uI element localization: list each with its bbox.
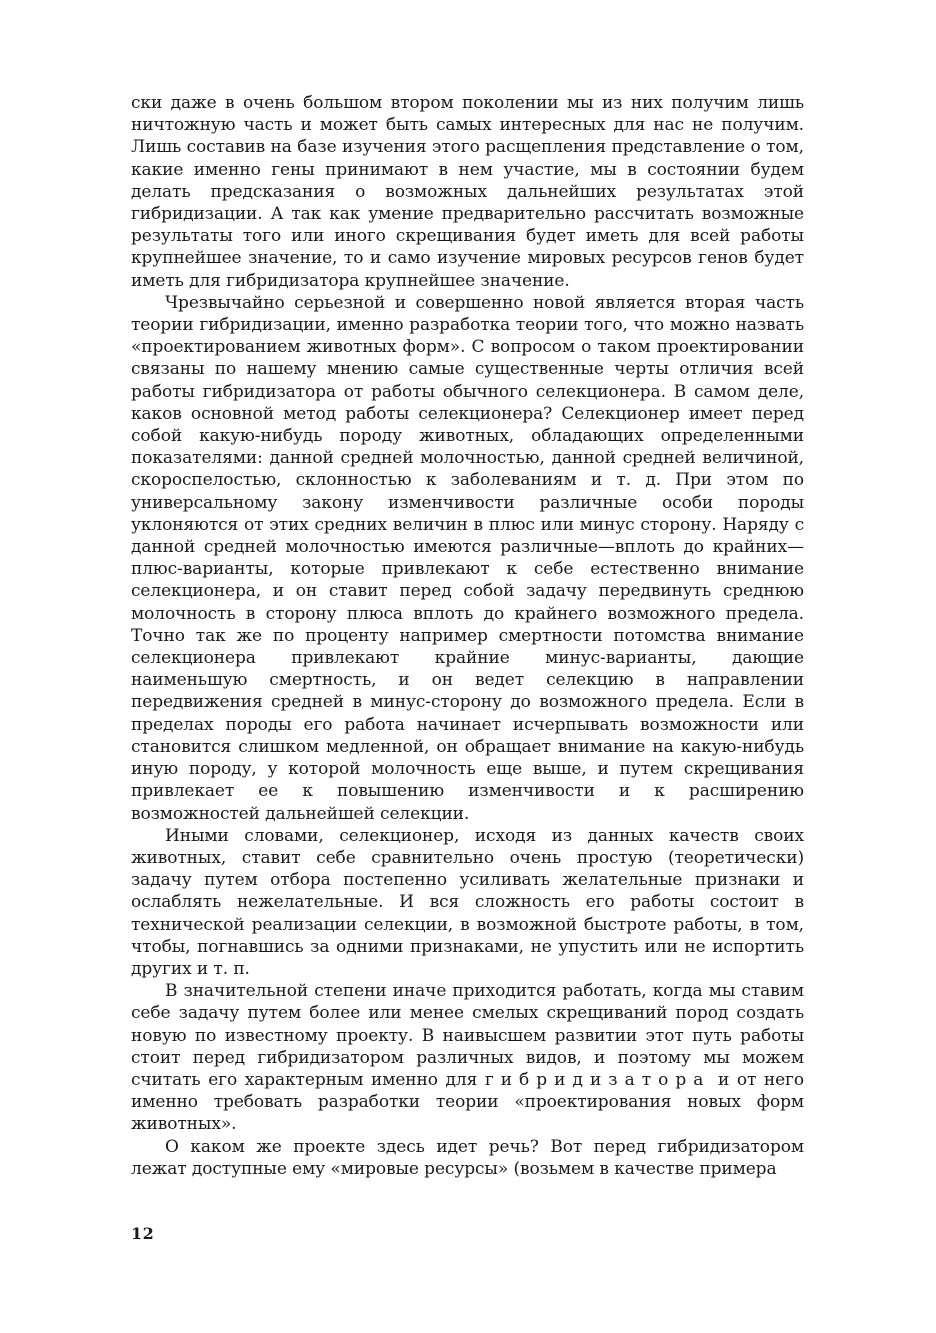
paragraph-1: ски даже в очень большом втором поколении мы из них получим лишь ничтожную часть и может быть самых интересных для нас не получим. Лишь составив на базе изучения этого расщепления представление о том, какие именно гены принимают в нем участие, мы в состоянии будем делать предсказания о возможных дальнейших результатах этой гибридизации. А так как умение предварительно рассчитать возможные результаты того или иного скрещивания будет иметь для всей работы крупнейшее значение, то и само изучение мировых ресурсов генов будет иметь для гибридизатора крупнейшее значение. <box>131 93 804 291</box>
paragraph-4 <box>131 980 804 1135</box>
document-page <box>131 92 804 1292</box>
paragraph-4-part-2: и от него именно требовать разработки теории «проектирования новых форм животных». <box>131 1069 804 1135</box>
paragraph-5: О каком же проекте здесь идет речь? Вот перед гибридизатором лежат доступные ему «мировые ресурсы» (возьмем в качестве примера <box>131 1136 804 1179</box>
paragraph-4-emphasis: гибридизатора <box>484 1069 711 1090</box>
paragraph-3: Иными словами, селекционер, исходя из данных качеств своих животных, ставит себе сравнительно очень простую (теоретически) задачу путем отбора постепенно усиливать желательные признаки и ослаблять нежелательные. И вся сложность его работы состоит в технической реализации селекции, в возможной быстроте работы, в том, чтобы, погнавшись за одними признаками, не упустить или не испортить других и т. п. <box>131 825 804 979</box>
page-number: 12 <box>131 1224 155 1243</box>
paragraph-2: Чрезвычайно серьезной и совершенно новой является вторая часть теории гибридизации, именно разработка теории того, что можно назвать «проектированием животных форм». С вопросом о таком проектировании связаны по нашему мнению самые существенные черты отличия всей работы гибридизатора от работы обычного селекционера. В самом деле, каков основной метод работы селекционера? Селекционер имеет перед собой какую-нибудь породу животных, обладающих определенными показателями: данной средней молочностью, данной средней величиной, скороспелостью, склонностью к заболеваниям и т. д. При этом по универсальному закону изменчивости различные особи породы уклоняются от этих средних величин в плюс или минус сторону. Наряду с данной средней молочностью имеются различные—вплоть до крайних—плюс-варианты, которые привлекают к себе естественно внимание селекционера, и он ставит перед собой задачу передвинуть среднюю молочность в сторону плюса вплоть до крайнего возможного предела. Точно так же по проценту например смертности потомства внимание селекционера привлекают крайние минус-варианты, дающие наименьшую смертность, и он ведет селекцию в направлении передвижения средней в минус-сторону до возможного предела. Если в пределах породы его работа начинает исчерпывать возможности или становится слишком медленной, он обращает внимание на какую-нибудь иную породу, у которой молочность еще выше, и путем скрещивания привлекает ее к повышению изменчивости и к расширению возможностей дальнейшей селекции. <box>131 292 804 824</box>
paragraph-4-part-1: В значительной степени иначе приходится работать, когда мы ставим себе задачу путем более или менее смелых скрещиваний пород создать новую по известному проекту. В наивысшем развитии этот путь работы стоит перед гибридизатором различных видов, и поэтому мы можем считать его характерным именно для <box>131 981 804 1090</box>
